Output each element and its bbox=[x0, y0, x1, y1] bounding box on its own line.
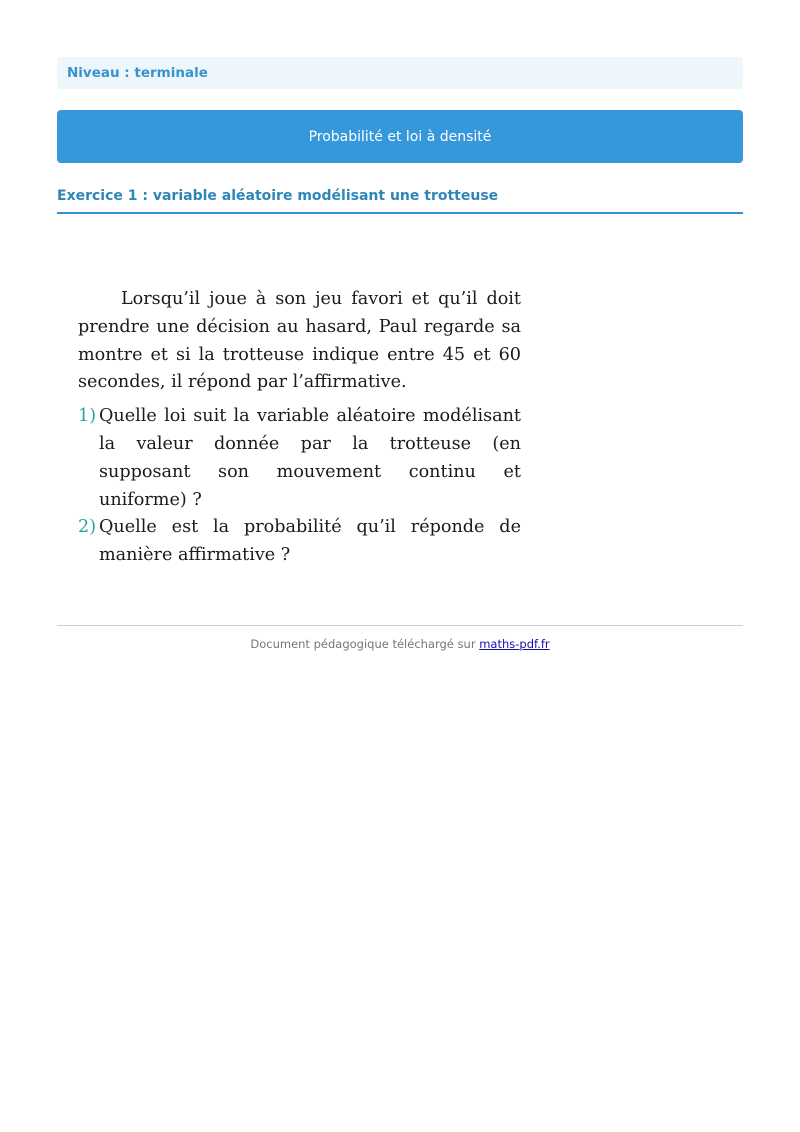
title-banner bbox=[57, 110, 743, 163]
page-title: Probabilité et loi à densité bbox=[308, 128, 492, 145]
exercise-statement bbox=[78, 286, 521, 570]
question-item bbox=[78, 403, 521, 514]
question-text: Quelle loi suit la variable aléatoire modélisant la valeur donnée par la trotteuse (en supposant son mouvement continu et uniforme) ? bbox=[99, 406, 521, 510]
footer-text: Document pédagogique téléchargé sur bbox=[250, 637, 480, 651]
question-list bbox=[78, 403, 521, 570]
question-number: 2) bbox=[78, 517, 97, 538]
question-number: 1) bbox=[78, 406, 97, 427]
question-item bbox=[78, 514, 521, 570]
footer-link[interactable]: maths-pdf.fr bbox=[479, 637, 550, 651]
level-box bbox=[57, 57, 743, 89]
exercise-title: Exercice 1 : variable aléatoire modélisant une trotteuse bbox=[57, 188, 499, 204]
level-label: Niveau : terminale bbox=[67, 65, 208, 81]
question-text: Quelle est la probabilité qu’il réponde de manière affirmative ? bbox=[99, 517, 521, 566]
footer-divider bbox=[57, 625, 743, 626]
exercise-heading bbox=[57, 185, 743, 214]
footer bbox=[57, 637, 743, 651]
exercise-intro: Lorsqu’il joue à son jeu favori et qu’il doit prendre une décision au hasard, Paul regarde sa montre et si la trotteuse indique entre 45 et 60 secondes, il répond par l’affirmative. bbox=[78, 289, 521, 393]
